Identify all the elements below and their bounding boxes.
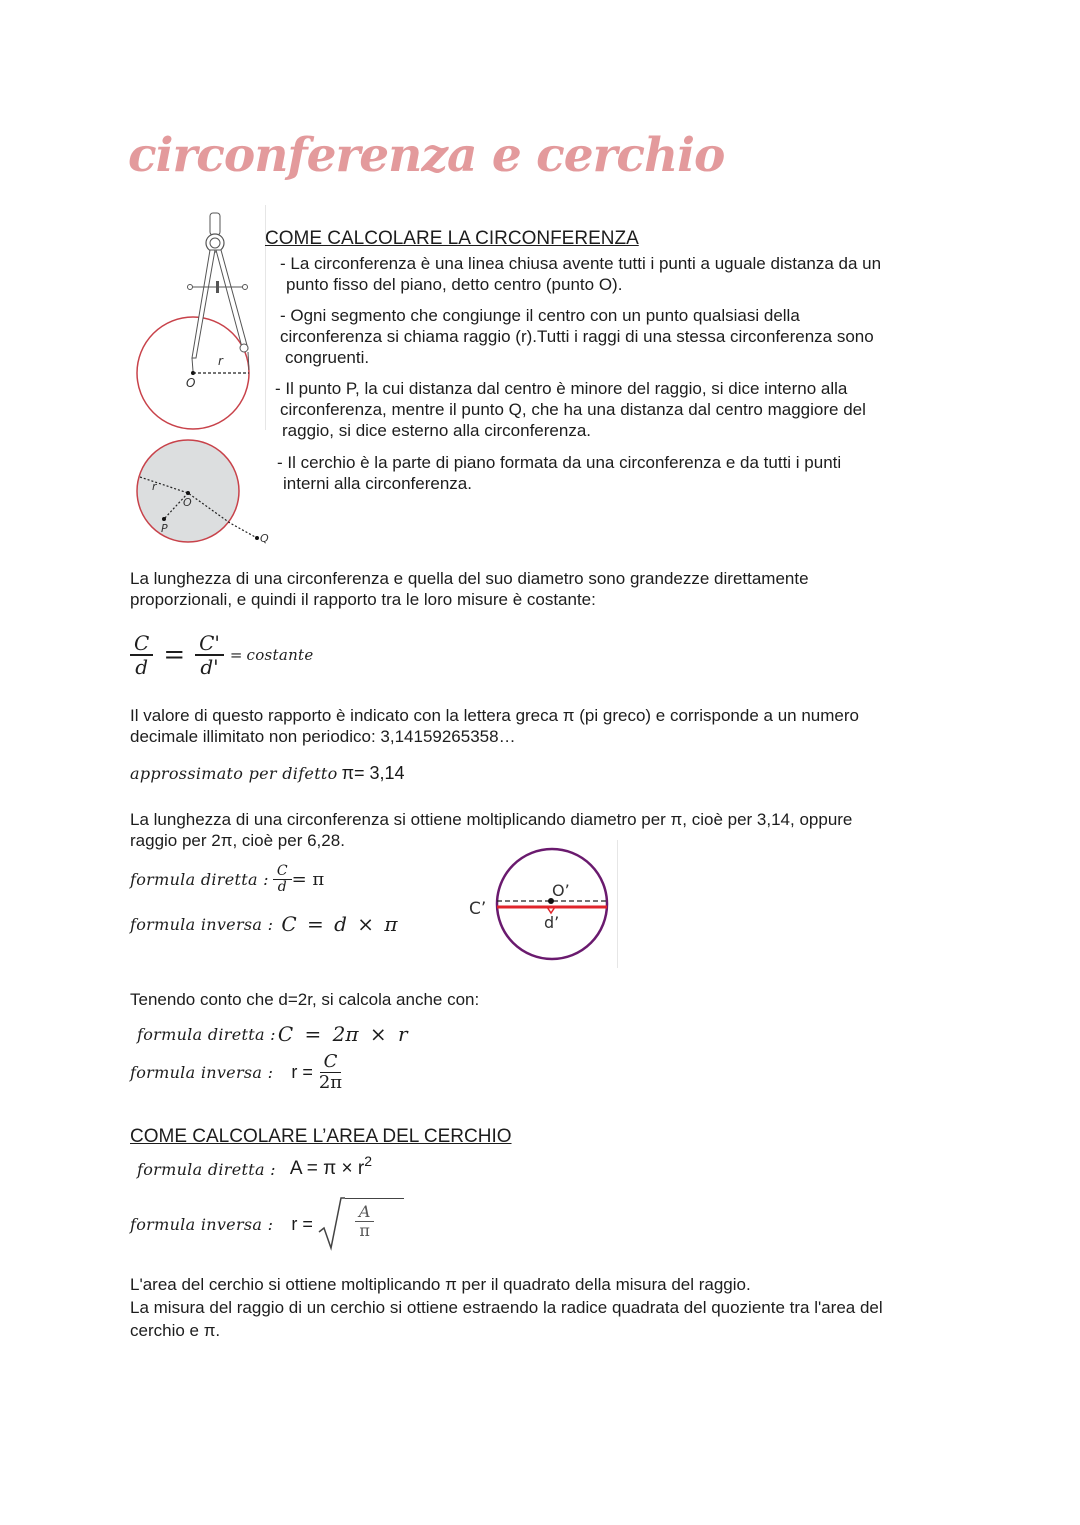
radius-inverse-formula — [130, 1052, 342, 1093]
approx-label: approssimato per difetto — [130, 764, 338, 783]
square-root — [317, 1196, 405, 1252]
area-direct-formula — [137, 1153, 373, 1180]
denominator: d — [277, 879, 287, 896]
exponent: 2 — [364, 1153, 373, 1169]
text-line: raggio per 2π, cioè per 6,28. — [130, 831, 345, 850]
area-inverse-formula — [130, 1196, 404, 1252]
formula-label: formula inversa : — [130, 1214, 274, 1234]
radius-paragraph: Tenendo conto che d=2r, si calcola anche con: — [130, 990, 480, 1009]
bullet-line: - Il cerchio è la parte di piano formata da una circonferenza e da tutti i punti — [277, 453, 842, 472]
formula-label: formula inversa : — [130, 1062, 274, 1082]
proportion-paragraph — [130, 568, 809, 610]
text-line: decimale illimitato non periodico: 3,14159265358… — [130, 727, 516, 746]
text-line: La misura del raggio di un cerchio si ottiene estraendo la radice quadrata del quoziente tra l'area del — [130, 1298, 883, 1317]
equals-sign: = — [229, 646, 243, 664]
denominator: d — [135, 655, 149, 679]
text-line: cerchio e π. — [130, 1321, 221, 1340]
bullet-line: punto fisso del piano, detto centro (punto O). — [286, 275, 623, 294]
text-line: L'area del cerchio si ottiene moltiplicando π per il quadrato della misura del raggio. — [130, 1275, 751, 1294]
svg-text:P: P — [161, 522, 168, 535]
numerator: C — [273, 864, 292, 880]
constant-label: costante — [246, 646, 314, 664]
denominator: d' — [200, 655, 219, 679]
bullet-2 — [280, 305, 874, 368]
length-inverse-formula — [130, 912, 398, 936]
page-title: circonferenza e cerchio — [128, 128, 725, 183]
bullet-line: circonferenza, mentre il punto Q, che ha una distanza dal centro maggiore del — [280, 400, 866, 419]
text-line: La lunghezza di una circonferenza si ottiene moltiplicando diametro per π, cioè per 3,14, oppure — [130, 810, 853, 829]
fraction-c-d — [130, 632, 153, 678]
formula-rhs: = π — [291, 869, 325, 891]
approx-value: π= 3,14 — [341, 763, 405, 783]
svg-text:r: r — [152, 480, 157, 493]
bullet-line: raggio, si dice esterno alla circonferenza. — [282, 421, 591, 440]
fraction-c1-d1 — [195, 632, 224, 678]
bullet-line: - Il punto P, la cui distanza dal centro è minore del raggio, si dice interno alla — [275, 379, 848, 398]
formula-expression: A = π × r — [289, 1158, 365, 1179]
numerator: C — [320, 1052, 342, 1073]
points-figure — [130, 435, 280, 550]
bullet-line: interni alla circonferenza. — [283, 474, 472, 493]
svg-text:Q: Q — [260, 532, 269, 545]
svg-text:O: O — [183, 496, 192, 509]
fraction-a-pi — [355, 1203, 375, 1239]
bullet-1 — [280, 253, 881, 295]
svg-text:O’: O’ — [552, 881, 570, 900]
radius-direct-formula — [137, 1022, 408, 1046]
bullet-line: circonferenza si chiama raggio (r).Tutti i raggi di una stessa circonferenza sono — [280, 327, 874, 346]
pi-approximation — [130, 763, 405, 784]
svg-text:O: O — [186, 376, 196, 390]
text-line: Il valore di questo rapporto è indicato con la lettera greca π (pi greco) e corrisponde a un numero — [130, 706, 859, 725]
formula-lhs: r = — [291, 1213, 313, 1234]
compass-figure — [130, 203, 270, 433]
formula-expression: C = 2π × r — [277, 1022, 408, 1046]
denominator: π — [359, 1220, 370, 1240]
circle-diameter-icon — [462, 838, 622, 968]
numerator: C' — [195, 632, 224, 656]
figure-divider — [617, 840, 618, 968]
section-heading-area: COME CALCOLARE L’AREA DEL CERCHIO — [130, 1126, 512, 1147]
formula-expression: C = d × π — [281, 912, 398, 936]
formula-label: formula diretta : — [137, 1024, 276, 1044]
svg-text:C’: C’ — [469, 899, 487, 919]
radical-sign-icon — [317, 1196, 345, 1252]
numerator: A — [355, 1203, 375, 1222]
compass-icon — [130, 203, 270, 433]
length-direct-formula — [130, 864, 324, 896]
bullet-line: - La circonferenza è una linea chiusa avente tutti i punti a uguale distanza da un — [280, 254, 882, 273]
formula-label: formula diretta : — [137, 1159, 276, 1179]
diameter-figure — [462, 838, 622, 968]
formula-label: formula inversa : — [130, 914, 274, 934]
svg-text:r: r — [218, 354, 223, 368]
circle-points-icon — [130, 435, 280, 550]
text-line: proporzionali, e quindi il rapporto tra le loro misure è costante: — [130, 590, 596, 609]
formula-lhs: r = — [291, 1061, 313, 1082]
area-paragraph — [130, 1273, 883, 1342]
proportion-formula — [130, 632, 314, 678]
bullet-line: - Ogni segmento che congiunge il centro con un punto qualsiasi della — [280, 306, 800, 325]
formula-label: formula diretta : — [130, 870, 269, 890]
fraction-c-2pi — [319, 1052, 342, 1093]
bullet-line: congruenti. — [285, 348, 370, 367]
section-heading-circonferenza: COME CALCOLARE LA CIRCONFERENZA — [265, 228, 639, 249]
pi-paragraph — [130, 705, 859, 747]
equals-sign: = — [163, 640, 186, 670]
numerator: C — [130, 632, 153, 656]
svg-text:d’: d’ — [544, 913, 560, 932]
fraction-c-d — [273, 864, 292, 896]
text-line: La lunghezza di una circonferenza e quella del suo diametro sono grandezze direttamente — [130, 569, 809, 588]
bullet-3 — [275, 378, 866, 441]
denominator: 2π — [318, 1071, 343, 1093]
bullet-4 — [277, 452, 841, 494]
